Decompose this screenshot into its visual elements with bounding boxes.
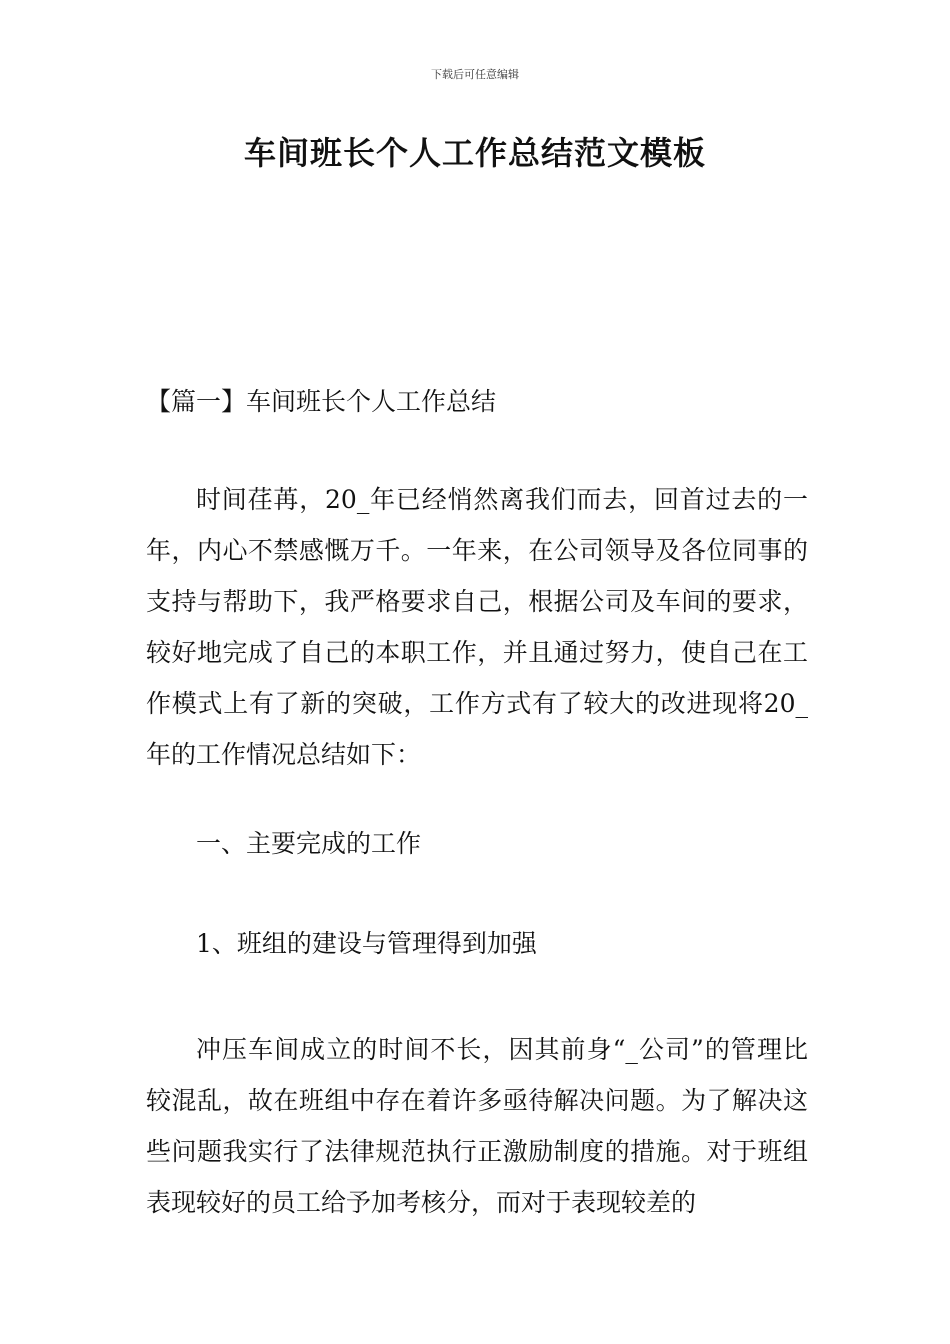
paragraph-intro: 时间荏苒，20_年已经悄然离我们而去，回首过去的一年，内心不禁感慨万千。一年来，在公司领导及各位同事的支持与帮助下，我严格要求自己，根据公司及车间的要求，较好地完成了自己的本职工作，并且通过努力，使自己在工作模式上有了新的突破，工作方式有了较大的改进现将20_年的工作情况总结如下： (146, 485, 808, 769)
subheading-main-work: 一、主要完成的工作 (196, 829, 422, 858)
header-note: 下载后可任意编辑 (431, 68, 519, 81)
subheading-team-building: 1、班组的建设与管理得到加强 (196, 929, 537, 958)
section-heading: 【篇一】车间班长个人工作总结 (146, 387, 497, 416)
document-title: 车间班长个人工作总结范文模板 (243, 134, 706, 172)
paragraph-team-management: 冲压车间成立的时间不长，因其前身“_公司”的管理比较混乱，故在班组中存在着许多亟待解决问题。为了解决这些问题我实行了法律规范执行正激励制度的措施。对于班组表现较好的员工给予加考核分，而对于表现较差的 (146, 1035, 808, 1217)
